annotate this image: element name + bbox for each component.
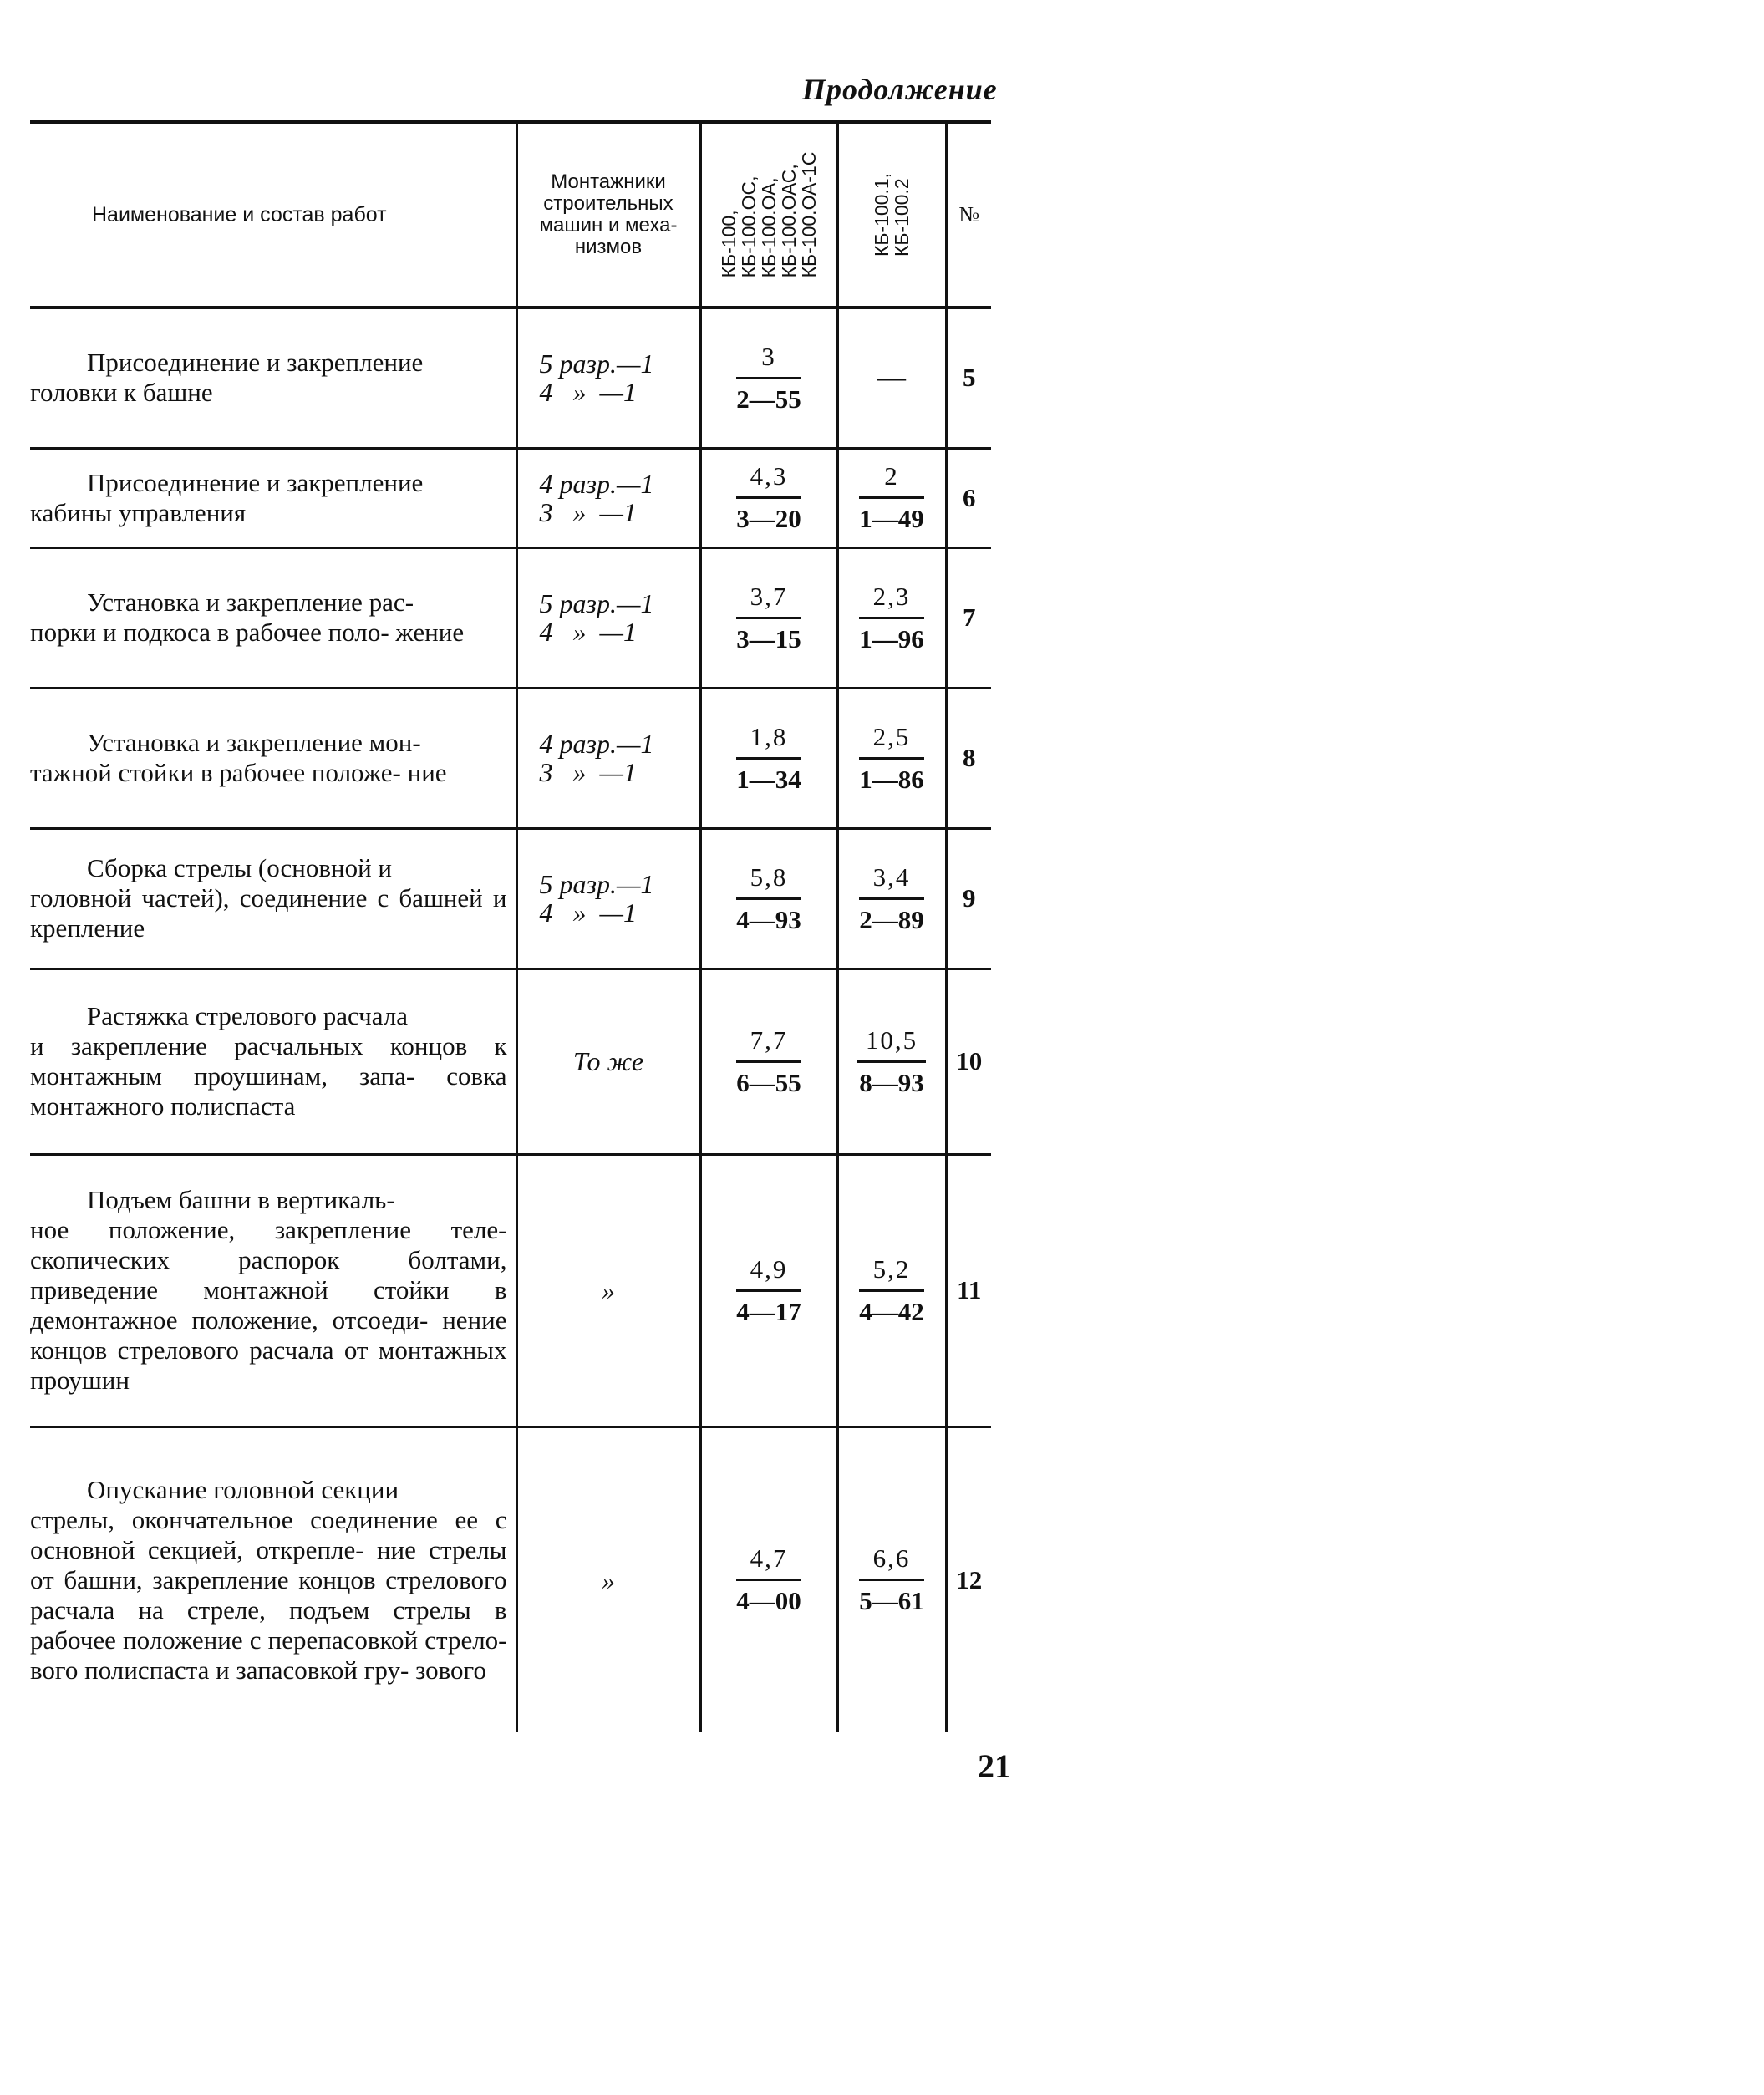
header-crew-line: низмов: [574, 236, 643, 258]
crew-composition: 5 разр.—1 4 » —1: [516, 828, 700, 969]
header-model-label: КБ-100.2: [891, 178, 913, 257]
norm-value-b: $\frac{6,6}{5—61}$: [837, 1426, 946, 1732]
row-number: 8: [963, 743, 976, 772]
row-number: 12: [956, 1564, 983, 1594]
norm-value-b: $\frac{2,5}{1—86}$: [837, 688, 946, 828]
crew-composition: 5 разр.—1 4 » —1: [516, 547, 700, 688]
crew-composition: »: [516, 1426, 700, 1732]
table-row: [30, 308, 991, 448]
norm-value-a: $\frac{3,7}{3—15}$: [700, 547, 837, 688]
table-row: [30, 547, 991, 688]
work-description: Опускание головной секции стрелы, окончательное соединение ее с основной секцией, открепле- ние стрелы от башни, закрепление концов стрелового расчала на стреле, подъем стрелы в рабочее положение с перепасовкой стрело- вого полиспаста и запасовкой гру- зового: [30, 1426, 516, 1732]
table-header-row: [30, 122, 991, 308]
table-row: [30, 1154, 991, 1426]
table-row: [30, 688, 991, 828]
header-model-label: КБ-100.ОА-1С: [798, 151, 820, 278]
norm-value-a: $\frac{7,7}{6—55}$: [700, 969, 837, 1154]
header-models-a: [700, 122, 837, 308]
crew-composition: 5 разр.—1 4 » —1: [516, 308, 700, 448]
table-row: [30, 828, 991, 969]
work-description: Подъем башни в вертикаль- ное положение, закрепление теле- скопических распорок болтами, приведение монтажной стойки в демонтажное положение, отсоеди- нение концов стрелового расчала от монтажных проушин: [30, 1154, 516, 1426]
header-crew: [516, 122, 700, 308]
header-model-label: КБ-100.ОАС,: [778, 164, 800, 278]
row-number: 6: [963, 482, 976, 512]
header-work-name: Наименование и состав работ: [30, 122, 516, 308]
work-description: Присоединение и закрепление кабины управления: [30, 448, 516, 547]
header-model-label: КБ-100.1,: [871, 172, 892, 257]
norm-value-b: $\frac{3,4}{2—89}$: [837, 828, 946, 969]
page-number: 21: [978, 1747, 1011, 1785]
row-number: 9: [963, 883, 976, 913]
row-number: 11: [957, 1275, 982, 1304]
work-description: Установка и закрепление рас- порки и подкоса в рабочее поло- жение: [30, 547, 516, 688]
work-description: Растяжка стрелового расчала и закрепление расчальных концов к монтажным проушинам, запа- совка монтажного полиспаста: [30, 969, 516, 1154]
header-model-label: КБ-100,: [718, 210, 740, 278]
header-number: №: [946, 122, 991, 308]
labor-norms-table: [30, 120, 991, 1732]
norm-value-a: $\frac{5,8}{4—93}$: [700, 828, 837, 969]
work-description: Сборка стрелы (основной и головной частей), соединение с башней и крепление: [30, 828, 516, 969]
continuation-label: Продолжение: [802, 73, 998, 106]
norm-value-b: $\frac{2}{1—49}$: [837, 448, 946, 547]
norm-value-b: $\frac{10,5}{8—93}$: [837, 969, 946, 1154]
work-description: Присоединение и закрепление головки к башне: [30, 308, 516, 448]
table-row: [30, 969, 991, 1154]
crew-composition: 4 разр.—1 3 » —1: [516, 448, 700, 547]
table-row: [30, 448, 991, 547]
crew-composition: 4 разр.—1 3 » —1: [516, 688, 700, 828]
header-model-label: КБ-100.ОС,: [738, 175, 760, 278]
table-row: [30, 1426, 991, 1732]
norm-value-b: $\frac{2,3}{1—96}$: [837, 547, 946, 688]
header-crew-line: Монтажники: [551, 170, 666, 193]
header-models-b: [837, 122, 946, 308]
row-number: 5: [963, 363, 976, 393]
crew-composition: »: [516, 1154, 700, 1426]
header-crew-line: строительных: [543, 192, 674, 215]
crew-composition: То же: [516, 969, 700, 1154]
header-crew-line: машин и меха-: [539, 214, 678, 236]
header-model-label: КБ-100.ОА,: [758, 177, 780, 278]
row-number: 7: [963, 603, 976, 632]
norm-value-a: $\frac{4,7}{4—00}$: [700, 1426, 837, 1732]
work-description: Установка и закрепление мон- тажной стойки в рабочее положе- ние: [30, 688, 516, 828]
norm-value-a: $\frac{4,9}{4—17}$: [700, 1154, 837, 1426]
norm-value-b: —: [837, 308, 946, 448]
norm-value-a: $\frac{4,3}{3—20}$: [700, 448, 837, 547]
norm-value-b: $\frac{5,2}{4—42}$: [837, 1154, 946, 1426]
row-number: 10: [956, 1046, 983, 1075]
norm-value-a: $\frac{3}{2—55}$: [700, 308, 837, 448]
norm-value-a: $\frac{1,8}{1—34}$: [700, 688, 837, 828]
